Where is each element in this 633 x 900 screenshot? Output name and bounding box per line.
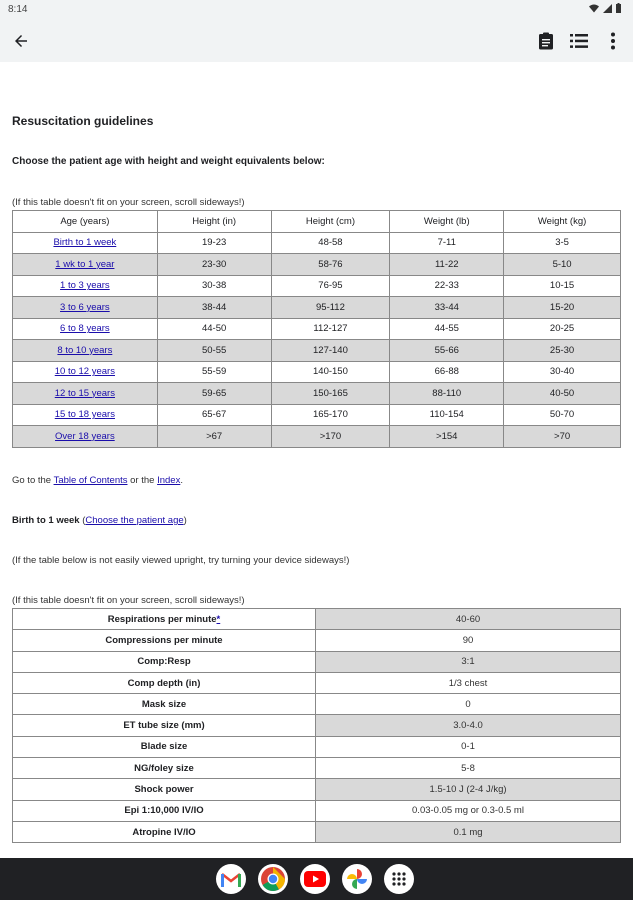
table-row: [13, 361, 621, 383]
status-icons: [589, 3, 621, 13]
battery-icon: [616, 3, 621, 13]
table-row: [13, 800, 621, 821]
table-row: [13, 609, 621, 630]
goto-prefix: Go to the: [12, 475, 52, 486]
page-subtitle: Choose the patient age with height and weight equivalents below:: [12, 156, 325, 167]
age-cell: [13, 318, 158, 340]
age-link[interactable]: 10 to 12 years: [54, 366, 115, 378]
age-link[interactable]: 1 wk to 1 year: [55, 258, 115, 270]
age-table: [12, 210, 621, 448]
table-row: [13, 736, 621, 757]
signal-icon: [603, 4, 612, 13]
row-label: ET tube size (mm): [13, 715, 316, 736]
table-cell: 22-33: [390, 275, 504, 297]
header-cell: Height (in): [157, 211, 271, 233]
table-row: [13, 232, 621, 254]
age-cell: [13, 254, 158, 276]
chrome-app-icon[interactable]: [258, 864, 288, 894]
clipboard-button[interactable]: [533, 28, 559, 54]
table-cell: 55-66: [390, 340, 504, 362]
table-cell: 55-59: [157, 361, 271, 383]
section-close: ): [183, 515, 187, 526]
list-icon: [570, 33, 588, 49]
youtube-icon: [304, 871, 326, 887]
table-cell: >154: [390, 426, 504, 448]
table-cell: 7-11: [390, 232, 504, 254]
row-label-text: Respirations per minute: [107, 613, 217, 625]
app-dock: [216, 864, 414, 894]
age-cell: [13, 232, 158, 254]
table-row: [13, 318, 621, 340]
header-cell: Height (cm): [271, 211, 390, 233]
table-row: [13, 297, 621, 319]
table-row: [13, 254, 621, 276]
table-cell: 11-22: [390, 254, 504, 276]
more-options-button[interactable]: [600, 28, 626, 54]
header-cell: Age (years): [13, 211, 158, 233]
age-link[interactable]: 3 to 6 years: [60, 301, 110, 313]
section-heading: [12, 515, 187, 526]
age-cell: [13, 297, 158, 319]
scroll-note: (If this table doesn't fit on your screen, scroll sideways!): [12, 197, 245, 208]
age-cell: [13, 404, 158, 426]
choose-age-link[interactable]: Choose the patient age: [85, 515, 184, 526]
age-cell: [13, 383, 158, 405]
row-label: Blade size: [13, 736, 316, 757]
table-row: [13, 779, 621, 800]
row-value: 1/3 chest: [316, 672, 621, 693]
row-label: Atropine IV/IO: [13, 821, 316, 842]
table-cell: 40-50: [504, 383, 621, 405]
table-cell: 50-70: [504, 404, 621, 426]
list-button[interactable]: [566, 28, 592, 54]
age-cell: [13, 275, 158, 297]
gmail-icon: [221, 872, 241, 887]
index-link[interactable]: Index: [157, 475, 181, 486]
row-value: 40-60: [316, 609, 621, 630]
age-table-header: [13, 211, 621, 233]
clipboard-icon: [538, 32, 554, 50]
row-label: Shock power: [13, 779, 316, 800]
table-row: [13, 651, 621, 672]
table-cell: 19-23: [157, 232, 271, 254]
table-cell: 25-30: [504, 340, 621, 362]
table-cell: 66-88: [390, 361, 504, 383]
table-cell: 65-67: [157, 404, 271, 426]
table-cell: 58-76: [271, 254, 390, 276]
table-cell: 165-170: [271, 404, 390, 426]
table-cell: 44-50: [157, 318, 271, 340]
back-button[interactable]: [8, 28, 34, 54]
table-cell: 50-55: [157, 340, 271, 362]
goto-middle: or the: [130, 475, 155, 486]
table-row: [13, 404, 621, 426]
table-cell: 20-25: [504, 318, 621, 340]
table-row: [13, 758, 621, 779]
table-row: [13, 821, 621, 842]
table-cell: >170: [271, 426, 390, 448]
photos-icon: [346, 868, 368, 890]
table-cell: >67: [157, 426, 271, 448]
table-cell: 44-55: [390, 318, 504, 340]
table-cell: 112-127: [271, 318, 390, 340]
row-label: Compressions per minute: [13, 630, 316, 651]
age-link[interactable]: Birth to 1 week: [53, 237, 117, 249]
age-link[interactable]: 15 to 18 years: [54, 409, 115, 421]
app-bar: [0, 20, 633, 62]
table-cell: 33-44: [390, 297, 504, 319]
age-cell: [13, 340, 158, 362]
age-cell: [13, 361, 158, 383]
table-cell: 3-5: [504, 232, 621, 254]
arrow-back-icon: [12, 32, 30, 50]
goto-suffix: .: [180, 475, 183, 486]
table-cell: 48-58: [271, 232, 390, 254]
row-label: Comp depth (in): [13, 672, 316, 693]
table-row: [13, 426, 621, 448]
age-cell: [13, 426, 158, 448]
chrome-icon: [260, 866, 286, 892]
table-row: [13, 672, 621, 693]
row-label: Mask size: [13, 694, 316, 715]
age-link[interactable]: 6 to 8 years: [60, 323, 110, 335]
table-cell: 38-44: [157, 297, 271, 319]
row-label: [13, 609, 316, 630]
row-value: 0-1: [316, 736, 621, 757]
status-bar: [0, 0, 633, 20]
age-link[interactable]: 1 to 3 years: [60, 280, 110, 292]
table-cell: 95-112: [271, 297, 390, 319]
goto-line: [12, 475, 183, 486]
table-of-contents-link[interactable]: Table of Contents: [53, 475, 128, 486]
table-cell: 30-40: [504, 361, 621, 383]
table-cell: >70: [504, 426, 621, 448]
age-link[interactable]: 8 to 10 years: [57, 344, 113, 356]
table-row: [13, 275, 621, 297]
photos-app-icon[interactable]: [342, 864, 372, 894]
table-cell: 110-154: [390, 404, 504, 426]
resuscitation-table: [12, 608, 621, 843]
row-value: 5-8: [316, 758, 621, 779]
document-content[interactable]: [0, 62, 633, 858]
table-row: [13, 630, 621, 651]
age-link[interactable]: Over 18 years: [55, 430, 115, 442]
app-drawer-button[interactable]: [384, 864, 414, 894]
table-cell: 59-65: [157, 383, 271, 405]
age-link[interactable]: 12 to 15 years: [54, 387, 115, 399]
scroll-note-2: (If this table doesn't fit on your screen, scroll sideways!): [12, 595, 245, 606]
table-cell: 10-15: [504, 275, 621, 297]
row-label: NG/foley size: [13, 758, 316, 779]
row-value: 0.03-0.05 mg or 0.3-0.5 ml: [316, 800, 621, 821]
table-cell: 150-165: [271, 383, 390, 405]
table-row: [13, 340, 621, 362]
table-row: [13, 383, 621, 405]
rotate-note: (If the table below is not easily viewed upright, try turning your device sideways!): [12, 555, 350, 566]
youtube-app-icon[interactable]: [300, 864, 330, 894]
row-value: 0: [316, 694, 621, 715]
table-cell: 15-20: [504, 297, 621, 319]
row-value: 1.5-10 J (2-4 J/kg): [316, 779, 621, 800]
table-cell: 88-110: [390, 383, 504, 405]
row-label: Epi 1:10,000 IV/IO: [13, 800, 316, 821]
more-vert-icon: [610, 32, 616, 50]
row-value: 0.1 mg: [316, 821, 621, 842]
status-time: 8:14: [8, 4, 28, 15]
row-label: Comp:Resp: [13, 651, 316, 672]
table-cell: 140-150: [271, 361, 390, 383]
table-row: [13, 694, 621, 715]
row-value: 90: [316, 630, 621, 651]
table-cell: 127-140: [271, 340, 390, 362]
taskbar: [0, 858, 633, 900]
table-row: [13, 715, 621, 736]
table-cell: 23-30: [157, 254, 271, 276]
header-cell: Weight (lb): [390, 211, 504, 233]
header-cell: Weight (kg): [504, 211, 621, 233]
table-cell: 76-95: [271, 275, 390, 297]
section-open: (: [82, 515, 86, 526]
wifi-icon: [589, 4, 599, 13]
row-value: 3.0-4.0: [316, 715, 621, 736]
table-cell: 5-10: [504, 254, 621, 276]
section-name: Birth to 1 week: [12, 515, 80, 526]
gmail-app-icon[interactable]: [216, 864, 246, 894]
apps-grid-icon: [392, 872, 406, 886]
page-title: Resuscitation guidelines: [12, 114, 154, 128]
table-cell: 30-38: [157, 275, 271, 297]
footnote-link[interactable]: *: [216, 613, 221, 625]
row-value: 3:1: [316, 651, 621, 672]
